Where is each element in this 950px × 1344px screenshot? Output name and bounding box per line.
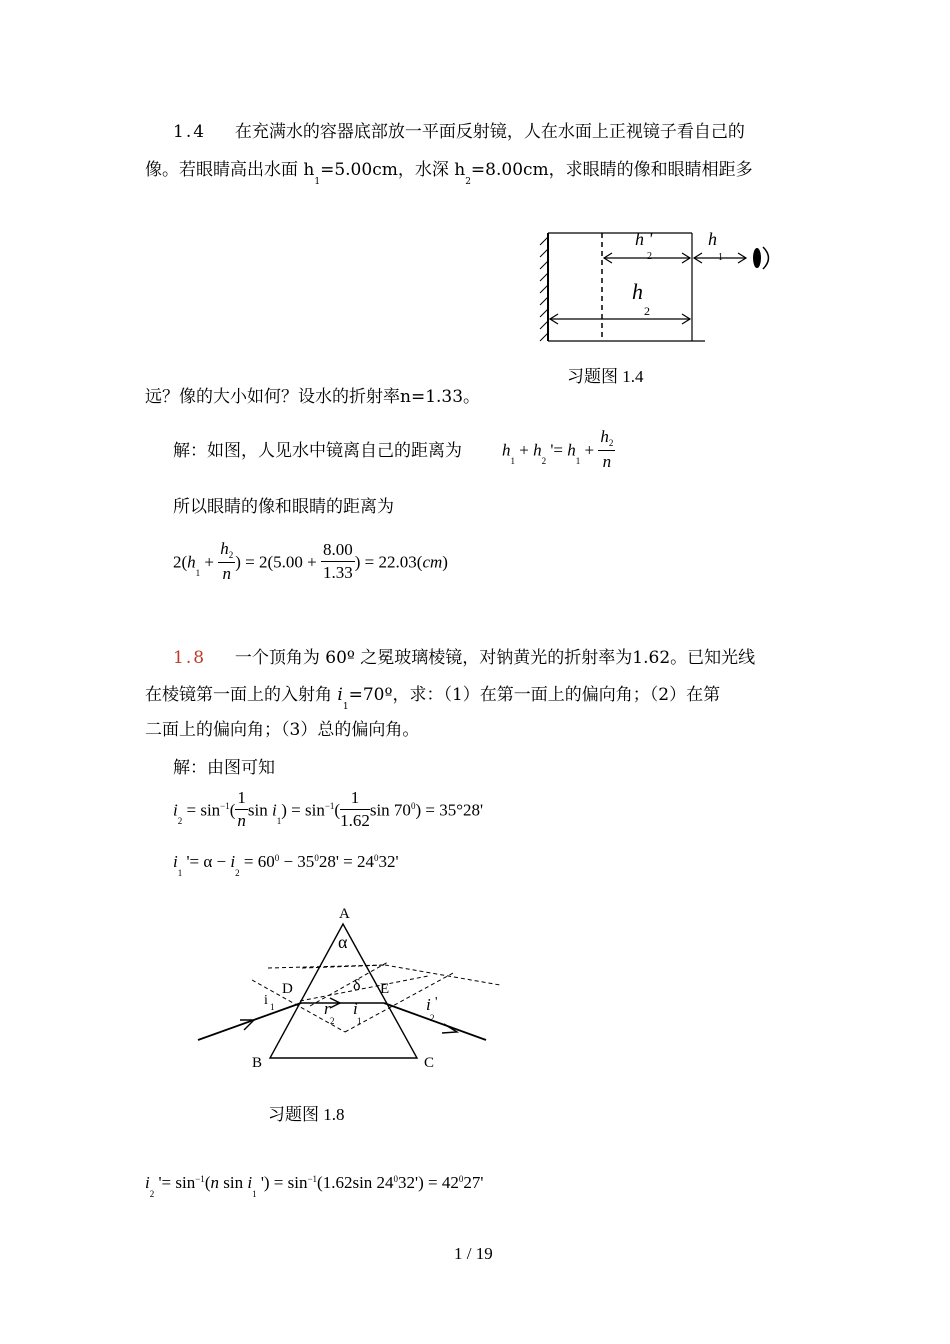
problem-text: 在充满水的容器底部放一平面反射镜，人在水面上正视镜子看自己的: [234, 122, 745, 142]
figure-1-4-caption: 习题图 1.4: [567, 367, 644, 386]
label-i1p-sub: 1: [357, 1016, 362, 1026]
label-i1-sub: 1: [270, 1002, 275, 1012]
label-A: A: [339, 906, 350, 922]
problem-1-8-line2: 在棱镜第一面上的入射角 $i_1=70º$，求：（1）在第一面上的偏向角；（2）在第: [145, 685, 721, 712]
label-E: E: [380, 981, 390, 997]
solution-1-4-expr: $h_1 + h_2$ '= $h_1$ + $\frac{h_2}{n}$: [502, 427, 614, 471]
label-h1: h: [708, 229, 717, 249]
problem-number: 1.8: [173, 648, 207, 668]
solution-1-4-line2: 所以眼睛的像和眼睛的距离为: [173, 497, 394, 517]
solution-1-4-intro: 解：如图，人见水中镜离自己的距离为: [173, 441, 462, 461]
label-r: r: [324, 999, 331, 1018]
label-h2: h: [632, 279, 643, 304]
label-B: B: [252, 1055, 263, 1071]
problem-1-8-line1: 1.8 一个顶角为 60º 之冕玻璃棱镜，对钠黄光的折射率为1.62。已知光线: [173, 648, 756, 668]
label-i2p: i: [426, 995, 431, 1014]
figure-1-4: [530, 225, 790, 350]
label-alpha: α: [338, 932, 348, 952]
label-delta: δ: [353, 977, 361, 994]
label-h2-prime: h ': [635, 229, 653, 249]
solution-1-8-eq1: $i_2 = \sin^{-1}$( $\frac{1}{n}$ $\sin i_1) = \sin^{-1}$( $\frac{1}{1.62}$ $\sin 70^0) = 35^\circ 28'$: [173, 788, 484, 830]
label-C: C: [424, 1055, 435, 1071]
solution-1-8-eq2: $i_1$ '= $\alpha - i_2 = 60^0 - 35^028' = 24^032'$: [173, 852, 399, 878]
label-r-sub: 2: [330, 1016, 335, 1026]
label-h2-prime-sub: 2: [647, 251, 652, 262]
problem-number: 1.4: [173, 122, 207, 142]
problem-1-4-line2: 像。若眼睛高出水面 $h_1=5.00cm$，水深 $h_2=8.00cm$，求眼睛的像和眼睛相距多: [145, 160, 753, 187]
problem-1-4-line1: [173, 122, 745, 142]
label-i2p-sub: 2: [430, 1013, 435, 1023]
solution-1-8-intro: 解：由图可知: [173, 758, 275, 778]
solution-1-4-result: $2(h_1$ + $\frac{h_2}{n}$ ) = 2(5.00 + $\frac{8.00}{1.33}$ ) = 22.03(cm): [173, 539, 448, 583]
label-i2p-prime: ': [435, 995, 438, 1010]
label-h2-sub: 2: [644, 304, 650, 318]
label-D: D: [282, 981, 293, 997]
label-i1: i: [264, 993, 268, 1008]
problem-1-4-line3: 远？像的大小如何？设水的折射率n=1.33。: [145, 387, 481, 407]
figure-1-8-caption: 习题图 1.8: [268, 1105, 345, 1124]
figure-1-8: [190, 900, 500, 1080]
problem-1-8-line3: 二面上的偏向角；（3）总的偏向角。: [145, 720, 420, 740]
page-number: 1 / 19: [454, 1244, 493, 1263]
label-h1-sub: 1: [718, 252, 723, 263]
label-i1p: i: [353, 999, 358, 1018]
solution-1-8-eq3: $i_2$ '= $\sin^{-1}(n$ $\sin i_1$ ') = $\sin^{-1}(1.62\sin$ $24^032') = 42^027'$: [145, 1173, 484, 1199]
